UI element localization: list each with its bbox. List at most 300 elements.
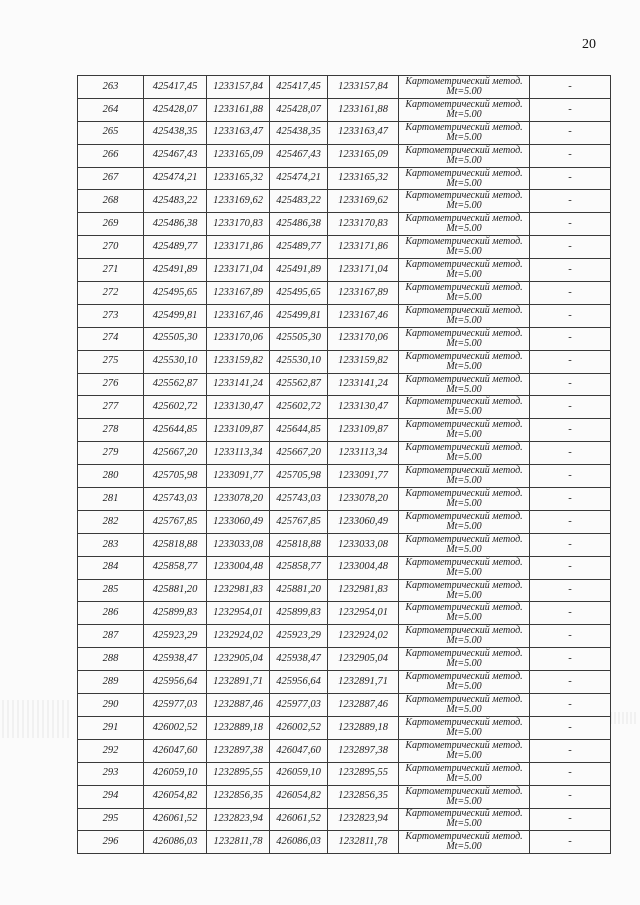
method-text: Картометрический метод. [405,98,523,110]
x-coordinate-new-cell: 425858,77 [270,556,328,579]
y-coordinate-cell: 1232954,01 [207,602,270,625]
y-coordinate-cell: 1233165,09 [207,144,270,167]
note-cell: - [530,144,611,167]
method-cell [399,327,530,350]
x-coordinate-cell: 425767,85 [144,510,207,533]
x-coordinate-cell: 425491,89 [144,259,207,282]
table-row [78,671,611,694]
x-coordinate-cell: 425505,30 [144,327,207,350]
table-row [78,236,611,259]
x-coordinate-new-cell: 425483,22 [270,190,328,213]
y-coordinate-new-cell: 1232981,83 [328,579,399,602]
table-row [78,716,611,739]
accuracy-text: Mt=5.00 [446,223,482,235]
point-number-cell: 281 [78,488,144,511]
accuracy-text: Mt=5.00 [446,154,482,166]
scan-artifact [610,712,638,724]
y-coordinate-cell: 1232856,35 [207,785,270,808]
note-cell: - [530,579,611,602]
note-cell: - [530,419,611,442]
x-coordinate-new-cell: 425499,81 [270,304,328,327]
x-coordinate-new-cell: 426086,03 [270,831,328,854]
note-cell: - [530,304,611,327]
x-coordinate-cell: 426086,03 [144,831,207,854]
y-coordinate-cell: 1233078,20 [207,488,270,511]
table-row [78,739,611,762]
accuracy-text: Mt=5.00 [446,406,482,418]
x-coordinate-new-cell: 425428,07 [270,98,328,121]
method-cell [399,373,530,396]
note-cell: - [530,442,611,465]
point-number-cell: 280 [78,465,144,488]
y-coordinate-new-cell: 1233109,87 [328,419,399,442]
x-coordinate-cell: 425602,72 [144,396,207,419]
y-coordinate-new-cell: 1233004,48 [328,556,399,579]
note-cell: - [530,694,611,717]
x-coordinate-cell: 425881,20 [144,579,207,602]
x-coordinate-new-cell: 425899,83 [270,602,328,625]
method-cell [399,694,530,717]
accuracy-text: Mt=5.00 [446,497,482,509]
note-cell: - [530,625,611,648]
note-cell: - [530,510,611,533]
y-coordinate-new-cell: 1233170,06 [328,327,399,350]
accuracy-text: Mt=5.00 [446,612,482,624]
method-cell [399,579,530,602]
y-coordinate-cell: 1233004,48 [207,556,270,579]
table-row [78,213,611,236]
y-coordinate-cell: 1233167,46 [207,304,270,327]
note-cell: - [530,671,611,694]
x-coordinate-cell: 425417,45 [144,76,207,99]
table-row [78,556,611,579]
y-coordinate-new-cell: 1232924,02 [328,625,399,648]
x-coordinate-cell: 425495,65 [144,282,207,305]
x-coordinate-new-cell: 425489,77 [270,236,328,259]
y-coordinate-new-cell: 1233165,32 [328,167,399,190]
method-cell [399,144,530,167]
method-text: Картометрический метод. [405,556,523,568]
x-coordinate-cell: 425956,64 [144,671,207,694]
point-number-cell: 294 [78,785,144,808]
table-row [78,190,611,213]
note-cell: - [530,533,611,556]
accuracy-text: Mt=5.00 [446,383,482,395]
method-cell [399,648,530,671]
point-number-cell: 266 [78,144,144,167]
x-coordinate-new-cell: 425977,03 [270,694,328,717]
x-coordinate-new-cell: 425491,89 [270,259,328,282]
accuracy-text: Mt=5.00 [446,726,482,738]
x-coordinate-new-cell: 425438,35 [270,121,328,144]
method-text: Картометрический метод. [405,213,523,225]
accuracy-text: Mt=5.00 [446,818,482,830]
y-coordinate-cell: 1232891,71 [207,671,270,694]
note-cell: - [530,213,611,236]
x-coordinate-cell: 425899,83 [144,602,207,625]
method-text: Картометрический метод. [405,121,523,133]
y-coordinate-cell: 1232823,94 [207,808,270,831]
method-text: Картометрический метод. [405,75,523,87]
y-coordinate-new-cell: 1233141,24 [328,373,399,396]
y-coordinate-cell: 1232887,46 [207,694,270,717]
y-coordinate-cell: 1233113,34 [207,442,270,465]
table-row [78,282,611,305]
y-coordinate-cell: 1233130,47 [207,396,270,419]
point-number-cell: 270 [78,236,144,259]
y-coordinate-cell: 1233161,88 [207,98,270,121]
x-coordinate-cell: 425530,10 [144,350,207,373]
accuracy-text: Mt=5.00 [446,703,482,715]
x-coordinate-cell: 425938,47 [144,648,207,671]
y-coordinate-cell: 1233159,82 [207,350,270,373]
accuracy-text: Mt=5.00 [446,452,482,464]
y-coordinate-new-cell: 1232823,94 [328,808,399,831]
accuracy-text: Mt=5.00 [446,589,482,601]
note-cell: - [530,121,611,144]
accuracy-text: Mt=5.00 [446,749,482,761]
x-coordinate-new-cell: 425495,65 [270,282,328,305]
accuracy-text: Mt=5.00 [446,108,482,120]
method-text: Картометрический метод. [405,190,523,202]
x-coordinate-new-cell: 425417,45 [270,76,328,99]
accuracy-text: Mt=5.00 [446,520,482,532]
x-coordinate-cell: 425667,20 [144,442,207,465]
y-coordinate-new-cell: 1233167,46 [328,304,399,327]
y-coordinate-new-cell: 1233171,04 [328,259,399,282]
table-row [78,304,611,327]
x-coordinate-new-cell: 425767,85 [270,510,328,533]
note-cell: - [530,259,611,282]
x-coordinate-cell: 426047,60 [144,739,207,762]
point-number-cell: 275 [78,350,144,373]
method-text: Картометрический метод. [405,350,523,362]
y-coordinate-new-cell: 1232897,38 [328,739,399,762]
x-coordinate-new-cell: 426059,10 [270,762,328,785]
x-coordinate-cell: 425499,81 [144,304,207,327]
table-row [78,442,611,465]
coordinates-table [77,75,611,854]
y-coordinate-cell: 1233109,87 [207,419,270,442]
y-coordinate-cell: 1233091,77 [207,465,270,488]
method-text: Картометрический метод. [405,762,523,774]
method-text: Картометрический метод. [405,304,523,316]
y-coordinate-cell: 1232889,18 [207,716,270,739]
point-number-cell: 269 [78,213,144,236]
y-coordinate-new-cell: 1233091,77 [328,465,399,488]
y-coordinate-new-cell: 1233033,08 [328,533,399,556]
x-coordinate-new-cell: 426061,52 [270,808,328,831]
method-cell [399,396,530,419]
method-text: Картометрический метод. [405,373,523,385]
table-row [78,648,611,671]
scan-artifact [2,700,72,738]
accuracy-text: Mt=5.00 [446,658,482,670]
table-row [78,488,611,511]
table-row [78,831,611,854]
accuracy-text: Mt=5.00 [446,681,482,693]
method-text: Картометрический метод. [405,671,523,683]
y-coordinate-new-cell: 1232891,71 [328,671,399,694]
method-text: Картометрический метод. [405,785,523,797]
y-coordinate-new-cell: 1233170,83 [328,213,399,236]
table-row [78,579,611,602]
method-text: Картометрический метод. [405,808,523,820]
method-text: Картометрический метод. [405,533,523,545]
x-coordinate-new-cell: 425743,03 [270,488,328,511]
y-coordinate-new-cell: 1233167,89 [328,282,399,305]
table-row [78,625,611,648]
table-row [78,121,611,144]
point-number-cell: 292 [78,739,144,762]
y-coordinate-cell: 1233165,32 [207,167,270,190]
table-row [78,373,611,396]
point-number-cell: 285 [78,579,144,602]
x-coordinate-cell: 426061,52 [144,808,207,831]
accuracy-text: Mt=5.00 [446,291,482,303]
y-coordinate-cell: 1232924,02 [207,625,270,648]
point-number-cell: 277 [78,396,144,419]
point-number-cell: 267 [78,167,144,190]
x-coordinate-new-cell: 425644,85 [270,419,328,442]
x-coordinate-new-cell: 425467,43 [270,144,328,167]
y-coordinate-new-cell: 1232856,35 [328,785,399,808]
point-number-cell: 264 [78,98,144,121]
method-text: Картометрический метод. [405,579,523,591]
note-cell: - [530,282,611,305]
method-text: Картометрический метод. [405,716,523,728]
point-number-cell: 278 [78,419,144,442]
x-coordinate-new-cell: 426054,82 [270,785,328,808]
x-coordinate-new-cell: 425938,47 [270,648,328,671]
y-coordinate-new-cell: 1232954,01 [328,602,399,625]
x-coordinate-cell: 426054,82 [144,785,207,808]
point-number-cell: 286 [78,602,144,625]
y-coordinate-cell: 1233170,83 [207,213,270,236]
table-row [78,808,611,831]
point-number-cell: 295 [78,808,144,831]
x-coordinate-cell: 426002,52 [144,716,207,739]
accuracy-text: Mt=5.00 [446,795,482,807]
method-text: Картометрический метод. [405,602,523,614]
y-coordinate-cell: 1233033,08 [207,533,270,556]
x-coordinate-new-cell: 425923,29 [270,625,328,648]
method-text: Картометрический метод. [405,831,523,843]
x-coordinate-cell: 425977,03 [144,694,207,717]
point-number-cell: 268 [78,190,144,213]
y-coordinate-new-cell: 1233159,82 [328,350,399,373]
y-coordinate-new-cell: 1232887,46 [328,694,399,717]
y-coordinate-new-cell: 1232905,04 [328,648,399,671]
method-text: Картометрический метод. [405,487,523,499]
note-cell: - [530,739,611,762]
x-coordinate-new-cell: 426047,60 [270,739,328,762]
method-cell [399,282,530,305]
method-cell [399,602,530,625]
method-cell [399,465,530,488]
x-coordinate-new-cell: 425956,64 [270,671,328,694]
x-coordinate-cell: 425474,21 [144,167,207,190]
x-coordinate-new-cell: 425667,20 [270,442,328,465]
y-coordinate-cell: 1232895,55 [207,762,270,785]
note-cell: - [530,190,611,213]
table-row [78,533,611,556]
x-coordinate-cell: 425489,77 [144,236,207,259]
point-number-cell: 290 [78,694,144,717]
point-number-cell: 276 [78,373,144,396]
note-cell: - [530,98,611,121]
method-cell [399,556,530,579]
table-row [78,76,611,99]
note-cell: - [530,396,611,419]
method-text: Картометрический метод. [405,281,523,293]
point-number-cell: 288 [78,648,144,671]
note-cell: - [530,76,611,99]
method-cell [399,808,530,831]
x-coordinate-cell: 425923,29 [144,625,207,648]
note-cell: - [530,327,611,350]
method-cell [399,167,530,190]
accuracy-text: Mt=5.00 [446,475,482,487]
y-coordinate-cell: 1233141,24 [207,373,270,396]
table-row [78,144,611,167]
accuracy-text: Mt=5.00 [446,85,482,97]
note-cell: - [530,648,611,671]
table-body [78,76,611,854]
method-cell [399,259,530,282]
x-coordinate-cell: 425483,22 [144,190,207,213]
method-text: Картометрический метод. [405,144,523,156]
note-cell: - [530,373,611,396]
table-row [78,259,611,282]
x-coordinate-cell: 425562,87 [144,373,207,396]
method-cell [399,671,530,694]
method-text: Картометрический метод. [405,327,523,339]
note-cell: - [530,808,611,831]
table-row [78,396,611,419]
method-cell [399,739,530,762]
y-coordinate-new-cell: 1232811,78 [328,831,399,854]
x-coordinate-cell: 425818,88 [144,533,207,556]
point-number-cell: 265 [78,121,144,144]
point-number-cell: 289 [78,671,144,694]
method-cell [399,510,530,533]
y-coordinate-cell: 1233060,49 [207,510,270,533]
point-number-cell: 293 [78,762,144,785]
y-coordinate-new-cell: 1233165,09 [328,144,399,167]
point-number-cell: 279 [78,442,144,465]
point-number-cell: 282 [78,510,144,533]
x-coordinate-cell: 426059,10 [144,762,207,785]
y-coordinate-cell: 1233171,04 [207,259,270,282]
method-cell [399,190,530,213]
y-coordinate-new-cell: 1233060,49 [328,510,399,533]
y-coordinate-cell: 1233171,86 [207,236,270,259]
method-cell [399,350,530,373]
accuracy-text: Mt=5.00 [446,543,482,555]
point-number-cell: 296 [78,831,144,854]
y-coordinate-cell: 1232905,04 [207,648,270,671]
y-coordinate-new-cell: 1232889,18 [328,716,399,739]
method-text: Картометрический метод. [405,419,523,431]
table-row [78,694,611,717]
point-number-cell: 287 [78,625,144,648]
x-coordinate-new-cell: 425474,21 [270,167,328,190]
table-row [78,602,611,625]
table-row [78,98,611,121]
accuracy-text: Mt=5.00 [446,269,482,281]
y-coordinate-cell: 1233169,62 [207,190,270,213]
accuracy-text: Mt=5.00 [446,841,482,853]
note-cell: - [530,785,611,808]
accuracy-text: Mt=5.00 [446,246,482,258]
method-text: Картометрический метод. [405,465,523,477]
table-row [78,327,611,350]
table-row [78,167,611,190]
note-cell: - [530,465,611,488]
accuracy-text: Mt=5.00 [446,566,482,578]
x-coordinate-cell: 425743,03 [144,488,207,511]
y-coordinate-cell: 1233157,84 [207,76,270,99]
accuracy-text: Mt=5.00 [446,131,482,143]
point-number-cell: 272 [78,282,144,305]
accuracy-text: Mt=5.00 [446,314,482,326]
y-coordinate-cell: 1232897,38 [207,739,270,762]
point-number-cell: 283 [78,533,144,556]
method-text: Картометрический метод. [405,625,523,637]
x-coordinate-new-cell: 425505,30 [270,327,328,350]
x-coordinate-new-cell: 425818,88 [270,533,328,556]
y-coordinate-new-cell: 1232895,55 [328,762,399,785]
y-coordinate-cell: 1233163,47 [207,121,270,144]
table-row [78,762,611,785]
accuracy-text: Mt=5.00 [446,360,482,372]
method-cell [399,762,530,785]
note-cell: - [530,236,611,259]
x-coordinate-cell: 425705,98 [144,465,207,488]
method-cell [399,716,530,739]
table-row [78,465,611,488]
y-coordinate-new-cell: 1233113,34 [328,442,399,465]
y-coordinate-new-cell: 1233130,47 [328,396,399,419]
x-coordinate-cell: 425467,43 [144,144,207,167]
page-number: 20 [582,37,596,52]
method-cell [399,625,530,648]
x-coordinate-cell: 425644,85 [144,419,207,442]
x-coordinate-new-cell: 425881,20 [270,579,328,602]
x-coordinate-new-cell: 425530,10 [270,350,328,373]
method-text: Картометрический метод. [405,396,523,408]
method-cell [399,831,530,854]
method-text: Картометрический метод. [405,259,523,271]
table-row [78,419,611,442]
accuracy-text: Mt=5.00 [446,200,482,212]
method-cell [399,76,530,99]
table-row [78,785,611,808]
x-coordinate-new-cell: 425486,38 [270,213,328,236]
method-cell [399,442,530,465]
note-cell: - [530,602,611,625]
table-row [78,350,611,373]
note-cell: - [530,488,611,511]
method-text: Картометрический метод. [405,236,523,248]
method-cell [399,488,530,511]
note-cell: - [530,831,611,854]
method-text: Картометрический метод. [405,167,523,179]
x-coordinate-cell: 425438,35 [144,121,207,144]
x-coordinate-cell: 425428,07 [144,98,207,121]
method-cell [399,121,530,144]
